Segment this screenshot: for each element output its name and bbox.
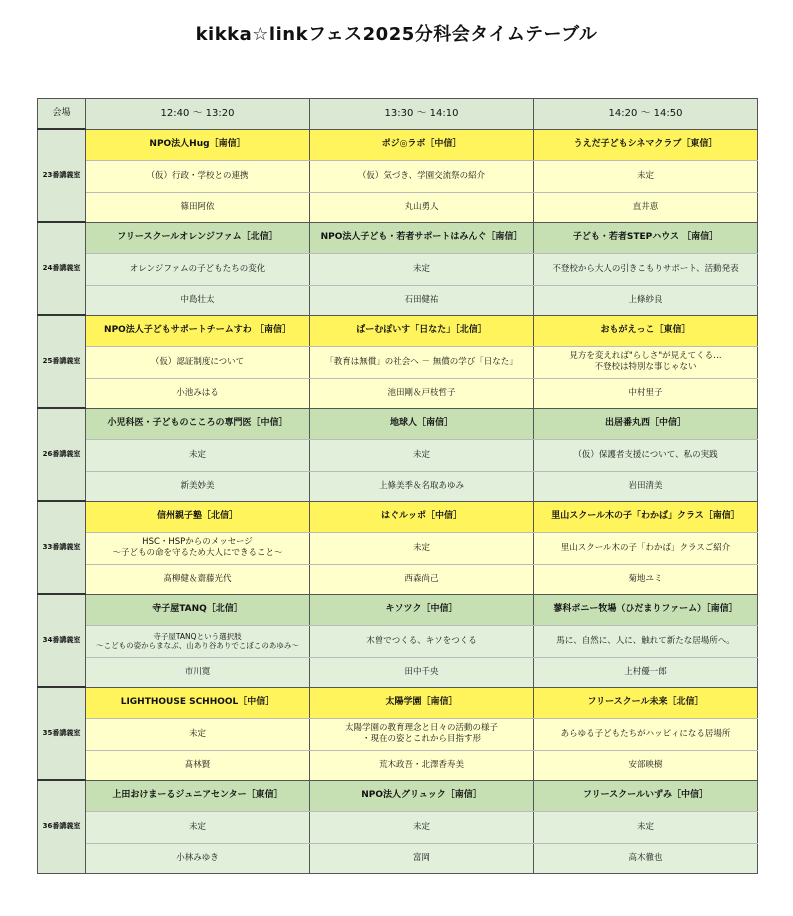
session-org: NPO法人子ども・若者サポートはみんぐ［南信］ [310,222,534,253]
session-theme: 未定 [310,532,534,564]
session-speaker: 丸山勇人 [310,192,534,222]
speaker-row [38,471,758,501]
venue-label: 34番講義室 [38,594,86,687]
session-speaker: 岩田清美 [534,471,758,501]
session-speaker: 上條紗良 [534,285,758,315]
session-org: NPO法人Hug［南信］ [86,129,310,160]
session-theme: 未定 [86,811,310,843]
venue-label: 25番講義室 [38,315,86,408]
slot-header-1: 12:40 ～ 13:20 [86,99,310,130]
theme-row [38,625,758,657]
org-row [38,222,758,253]
session-theme: （仮）認証制度について [86,346,310,378]
session-org: ぱーむぽいす「日なた」［北信］ [310,315,534,346]
room-block [38,315,758,408]
speaker-row [38,192,758,222]
session-org: 小児科医・子どものこころの専門医［中信］ [86,408,310,439]
session-org: 太陽学園［南信］ [310,687,534,718]
session-org: フリースクール未来［北信］ [534,687,758,718]
venue-label: 33番講義室 [38,501,86,594]
room-block [38,687,758,780]
venue-label: 35番講義室 [38,687,86,780]
session-speaker: 直井恵 [534,192,758,222]
session-theme: 里山スクール木の子「わかば」クラスご紹介 [534,532,758,564]
speaker-row [38,378,758,408]
session-org: うえだ子どもシネマクラブ［東信］ [534,129,758,160]
theme-row [38,253,758,285]
theme-row [38,532,758,564]
session-theme: 太陽学園の教育理念と日々の活動の様子 ・現在の姿とこれから目指す形 [310,718,534,750]
session-org: 子ども・若者STEPハウス ［南信］ [534,222,758,253]
session-org: 蓼科ポニー牧場（ひだまりファーム）［南信］ [534,594,758,625]
session-org: ポジ◎ラボ［中信］ [310,129,534,160]
theme-row [38,718,758,750]
session-speaker: 髙林賢 [86,750,310,780]
session-speaker: 篠田阿依 [86,192,310,222]
theme-row [38,439,758,471]
session-theme: 未定 [534,160,758,192]
session-theme: （仮）気づき、学園交流祭の紹介 [310,160,534,192]
session-theme: 未定 [310,439,534,471]
session-theme: 未定 [310,253,534,285]
session-org: NPO法人グリュック［南信］ [310,780,534,811]
room-block [38,780,758,873]
session-org: フリースクールオレンジファム［北信］ [86,222,310,253]
session-theme: HSC・HSPからのメッセージ 〜子どもの命を守るため大人にできること〜 [86,532,310,564]
speaker-row [38,564,758,594]
org-row [38,408,758,439]
org-row [38,594,758,625]
session-org: 地球人［南信］ [310,408,534,439]
session-speaker: 小池みはる [86,378,310,408]
page-title: kikka☆linkフェス2025分科会タイムテーブル [195,24,598,45]
session-speaker: 市川寛 [86,657,310,687]
session-org: キソツク［中信］ [310,594,534,625]
session-theme: オレンジファムの子どもたちの変化 [86,253,310,285]
session-theme: あらゆる子どもたちがハッピィになる居場所 [534,718,758,750]
room-block [38,501,758,594]
speaker-row [38,657,758,687]
theme-row [38,160,758,192]
session-theme: 未定 [534,811,758,843]
session-theme: 木曽でつくる、キソをつくる [310,625,534,657]
session-speaker: 小林みゆき [86,843,310,873]
org-row [38,780,758,811]
session-theme: 寺子屋TANQという選択肢 〜こどもの姿からまなぶ、山あり谷ありでこぼこのあゆみ〜 [86,625,310,657]
session-theme: 「教育は無償」の社会へ － 無償の学び「日なた」 [310,346,534,378]
venue-label: 24番講義室 [38,222,86,315]
session-theme: 未定 [86,718,310,750]
session-org: LIGHTHOUSE SCHHOOL［中信］ [86,687,310,718]
session-speaker: 富岡 [310,843,534,873]
slot-header-3: 14:20 ～ 14:50 [534,99,758,130]
session-speaker: 石田健祐 [310,285,534,315]
org-row [38,501,758,532]
org-row [38,315,758,346]
room-block [38,129,758,222]
speaker-row [38,750,758,780]
speaker-row [38,285,758,315]
venue-label: 36番講義室 [38,780,86,873]
session-theme: （仮）保護者支援について、私の実践 [534,439,758,471]
session-theme: 見方を変えれば"らしさ"が見えてくる… 不登校は特別な事じゃない [534,346,758,378]
speaker-row [38,843,758,873]
session-speaker: 中島壮太 [86,285,310,315]
org-row [38,129,758,160]
session-org: フリースクールいずみ［中信］ [534,780,758,811]
session-speaker: 高木徹也 [534,843,758,873]
venue-label: 23番講義室 [38,129,86,222]
session-speaker: 西森尚己 [310,564,534,594]
session-org: 里山スクール木の子「わかば」クラス［南信］ [534,501,758,532]
timetable [37,98,758,874]
session-org: おもがえっこ［東信］ [534,315,758,346]
org-row [38,687,758,718]
session-speaker: 中村里子 [534,378,758,408]
session-speaker: 新美妙美 [86,471,310,501]
session-speaker: 安部映樹 [534,750,758,780]
room-block [38,408,758,501]
session-theme: 不登校から大人の引きこもりサポート、活動発表 [534,253,758,285]
session-theme: 馬に、自然に、人に、触れて新たな居場所へ。 [534,625,758,657]
session-speaker: 髙柳健＆齋藤光代 [86,564,310,594]
session-speaker: 菊地ユミ [534,564,758,594]
session-speaker: 荒木政吾・北澤香寿美 [310,750,534,780]
session-speaker: 池田剛＆戸枝哲子 [310,378,534,408]
room-block [38,222,758,315]
session-speaker: 田中千央 [310,657,534,687]
session-org: 寺子屋TANQ［北信］ [86,594,310,625]
session-org: 信州親子塾［北信］ [86,501,310,532]
session-org: 上田おけまーるジュニアセンター［東信］ [86,780,310,811]
room-block [38,594,758,687]
session-speaker: 上條美季＆名取あゆみ [310,471,534,501]
session-org: NPO法人子どもサポートチームすわ ［南信］ [86,315,310,346]
session-speaker: 上村優一郎 [534,657,758,687]
theme-row [38,346,758,378]
session-org: 出居番丸西［中信］ [534,408,758,439]
session-theme: （仮）行政・学校との連携 [86,160,310,192]
slot-header-2: 13:30 ～ 14:10 [310,99,534,130]
theme-row [38,811,758,843]
session-theme: 未定 [310,811,534,843]
venue-header: 会場 [38,99,86,130]
session-org: はぐルッポ［中信］ [310,501,534,532]
venue-label: 26番講義室 [38,408,86,501]
header-row [38,99,758,130]
session-theme: 未定 [86,439,310,471]
